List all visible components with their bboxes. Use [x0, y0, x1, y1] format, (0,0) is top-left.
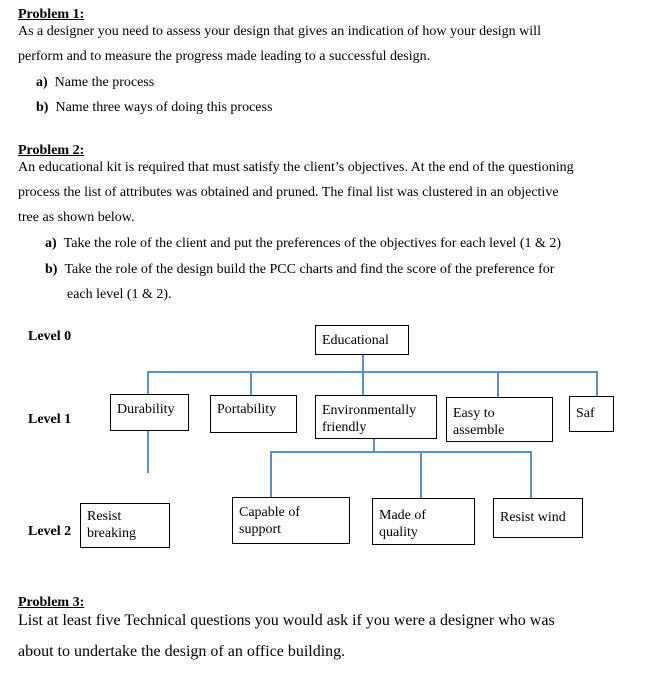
node-label-line1: Resist — [87, 509, 122, 524]
problem1-item-a — [36, 75, 154, 91]
connector-line — [270, 451, 532, 453]
item-text: Take the role of the client and put the preferences of the objectives for each level (1 & 2) — [63, 236, 562, 251]
node-portability — [210, 395, 297, 433]
problem3-line1: List at least five Technical questions you would ask if you were a designer who was — [18, 612, 555, 629]
connector-line — [362, 355, 364, 372]
problem2-line2: process the list of attributes was obtained and pruned. The final list was clustered in an objective — [18, 185, 559, 200]
connector-line — [530, 451, 532, 499]
problem1-line2: perform and to measure the progress made leading to a successful design. — [18, 49, 431, 64]
connector-line — [596, 371, 598, 397]
problem3-heading: Problem 3: — [18, 595, 85, 610]
node-label-line1: Easy to — [453, 406, 495, 421]
node-label: Durability — [117, 402, 175, 417]
connector-line — [250, 371, 252, 396]
problem2-item-b — [45, 262, 554, 278]
item-label: a) — [36, 75, 48, 90]
item-label: b) — [36, 100, 49, 115]
problem2-item-a — [45, 236, 561, 252]
node-label: Resist wind — [500, 510, 566, 525]
problem3-line2: about to undertake the design of an office building. — [18, 643, 346, 660]
node-environmentally-friendly — [315, 395, 437, 439]
problem2-item-b-cont: each level (1 & 2). — [67, 287, 172, 302]
item-label: b) — [45, 262, 58, 277]
problem1-heading: Problem 1: — [18, 7, 85, 22]
node-label-line2: support — [239, 522, 281, 537]
level-1-label: Level 1 — [28, 412, 72, 427]
connector-line — [362, 371, 364, 396]
item-text: Name three ways of doing this process — [55, 100, 273, 115]
node-capable-of-support — [232, 497, 350, 544]
node-resist-wind — [493, 498, 583, 538]
node-label-line2: assemble — [453, 423, 505, 438]
node-label-line1: Environmentally — [322, 403, 417, 418]
node-saf — [569, 396, 614, 432]
node-label: Saf — [576, 406, 595, 421]
level-0-label: Level 0 — [28, 329, 72, 344]
node-label: Portability — [217, 402, 277, 417]
problem2-line1: An educational kit is required that must satisfy the client’s objectives. At the end of the questioning — [18, 160, 574, 175]
problem1-line1: As a designer you need to assess your design that gives an indication of how your design will — [18, 24, 541, 39]
connector-line — [147, 371, 149, 395]
connector-line — [147, 431, 149, 473]
node-label-line1: Capable of — [239, 505, 301, 520]
connector-line — [420, 451, 422, 499]
connector-line — [147, 371, 598, 373]
item-text: Name the process — [54, 75, 155, 90]
node-made-of-quality — [372, 498, 475, 545]
node-educational — [315, 325, 409, 355]
connector-line — [497, 371, 499, 398]
node-durability — [110, 394, 189, 431]
connector-line — [270, 451, 272, 498]
problem1-item-b — [36, 100, 272, 116]
node-label-line2: quality — [379, 525, 418, 540]
problem2-heading: Problem 2: — [18, 143, 85, 158]
node-label-line2: friendly — [322, 420, 367, 435]
item-label: a) — [45, 236, 57, 251]
node-label-line2: breaking — [87, 526, 136, 541]
problem2-line3: tree as shown below. — [18, 210, 135, 225]
node-label: Educational — [322, 333, 389, 348]
node-resist-breaking — [80, 503, 170, 548]
node-easy-to-assemble — [446, 397, 553, 442]
item-text: Take the role of the design build the PCC charts and find the score of the preference for — [64, 262, 555, 277]
level-2-label: Level 2 — [28, 524, 72, 539]
node-label-line1: Made of — [379, 508, 427, 523]
